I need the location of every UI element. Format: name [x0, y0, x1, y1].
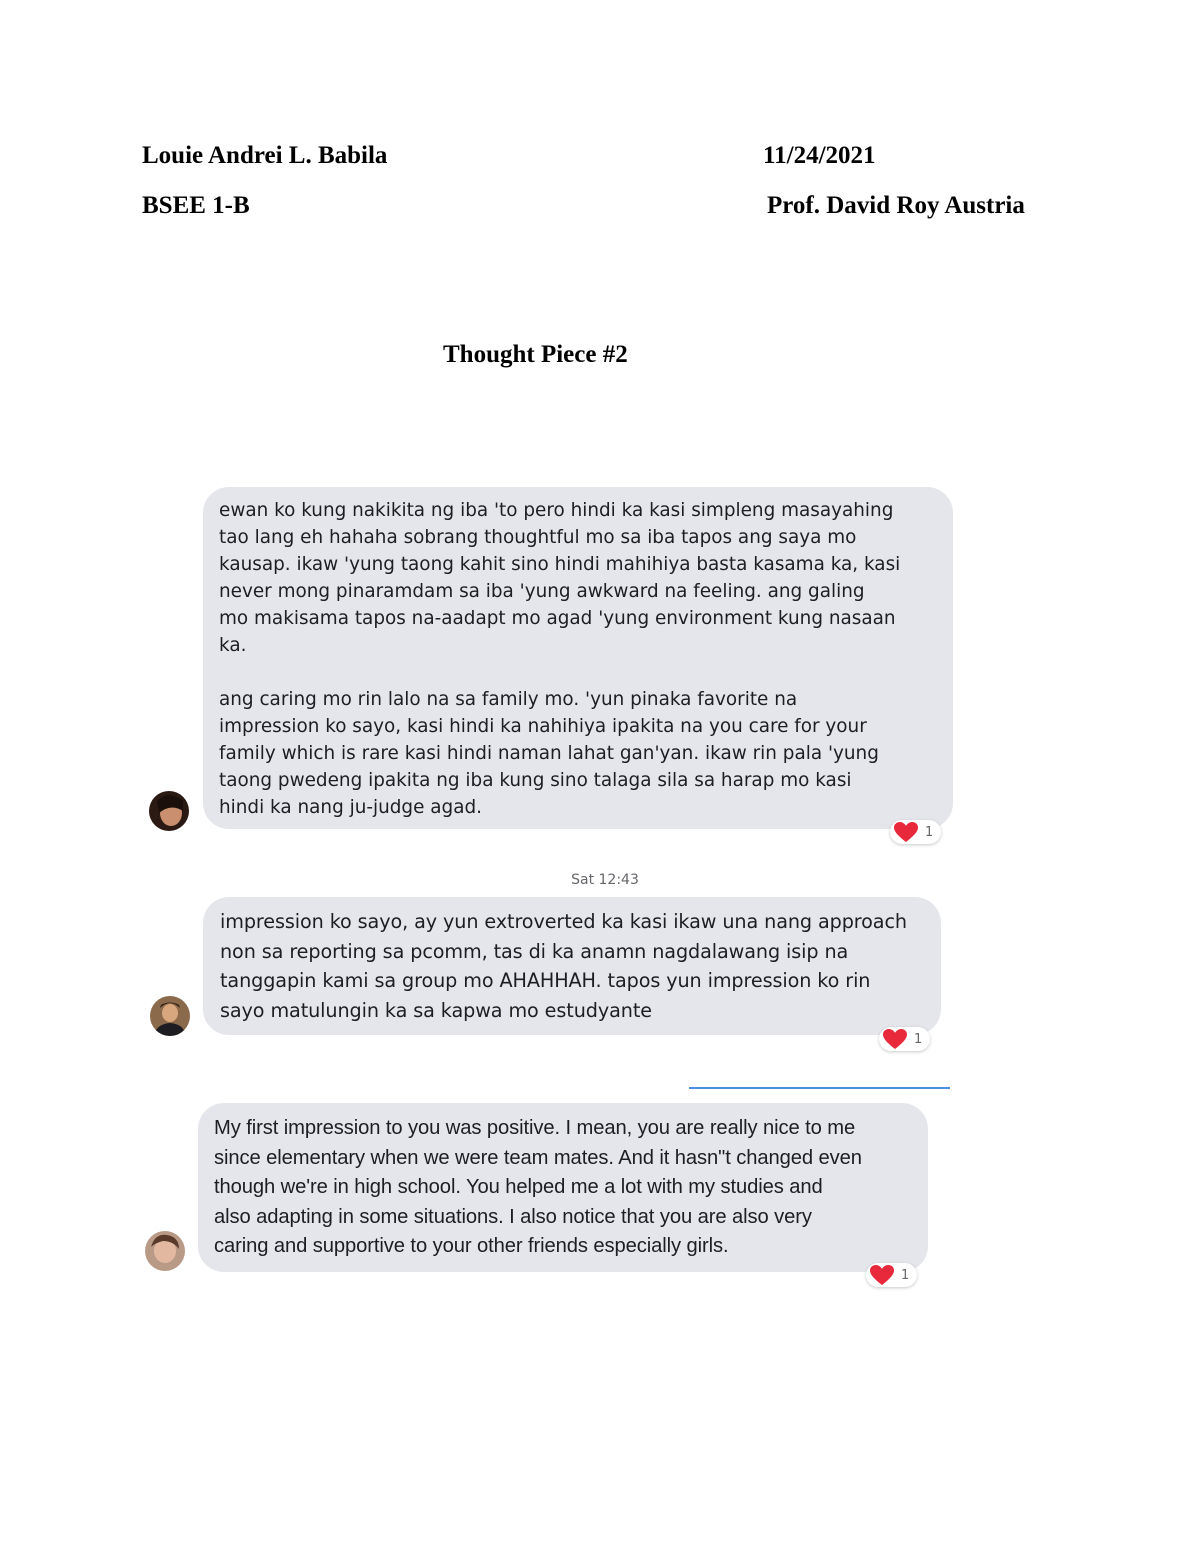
reaction-count: 1 [901, 1267, 910, 1283]
avatar-photo [150, 996, 190, 1036]
message-paragraph: ewan ko kung nakikita ng iba 'to pero hindi ka kasi simpleng masayahing tao lang eh hahaha sobrang thoughtful mo sa iba tapos ang saya mo kausap. ikaw 'yung taong kahit sino hindi mahihiya basta kasama ka, kasi never mong pinaramdam sa iba 'yung awkward na feeling. ang galing mo makisama tapos na-aadapt mo agad 'yung environment kung nasaan ka. [219, 500, 901, 656]
heart-icon [882, 1028, 908, 1050]
heart-icon [893, 821, 919, 843]
submission-date: 11/24/2021 [763, 142, 876, 169]
avatar-photo [149, 791, 189, 831]
reaction-count: 1 [925, 824, 934, 840]
chat-timestamp: Sat 12:43 [571, 872, 639, 888]
avatar [149, 791, 189, 831]
heart-icon [869, 1264, 895, 1286]
avatar [150, 996, 190, 1036]
reaction-badge[interactable] [890, 820, 941, 844]
message-text: impression ko sayo, ay yun extroverted ka kasi ikaw una nang approach non sa reporting sa pcomm, tas di ka anamn nagdalawang isip na tanggapin kami sa group mo AHAHHAH. tapos yun impression ko rin sayo matulungin ka sa kapwa mo estudyante [220, 910, 907, 1022]
reaction-badge[interactable] [866, 1263, 917, 1287]
message-bubble [198, 1103, 928, 1272]
reaction-count: 1 [914, 1031, 923, 1047]
message-bubble [203, 487, 953, 829]
message-text: My first impression to you was positive. I mean, you are really nice to me since elementary when we were team mates. And it hasn"t changed even though we're in high school. You helped me a lot with my studies and also adapting in some situations. I also notice that you are also very caring and supportive to your other friends especially girls. [214, 1117, 862, 1257]
student-name: Louie Andrei L. Babila [142, 142, 388, 169]
course-section: BSEE 1-B [142, 192, 250, 219]
reaction-badge[interactable] [879, 1027, 930, 1051]
message-bubble [203, 897, 941, 1035]
document-title: Thought Piece #2 [443, 341, 628, 368]
divider-line [689, 1087, 950, 1089]
message-paragraph: ang caring mo rin lalo na sa family mo. 'yun pinaka favorite na impression ko sayo, kasi hindi ka nahihiya ipakita na you care for your family which is rare kasi hindi naman lahat gan'yan. ikaw rin pala 'yung taong pwedeng ipakita ng iba kung sino talaga sila sa harap mo kasi hindi ka nang ju-judge agad. [219, 689, 879, 818]
professor-name: Prof. David Roy Austria [767, 192, 1025, 219]
avatar [145, 1231, 185, 1271]
avatar-photo [145, 1231, 185, 1271]
